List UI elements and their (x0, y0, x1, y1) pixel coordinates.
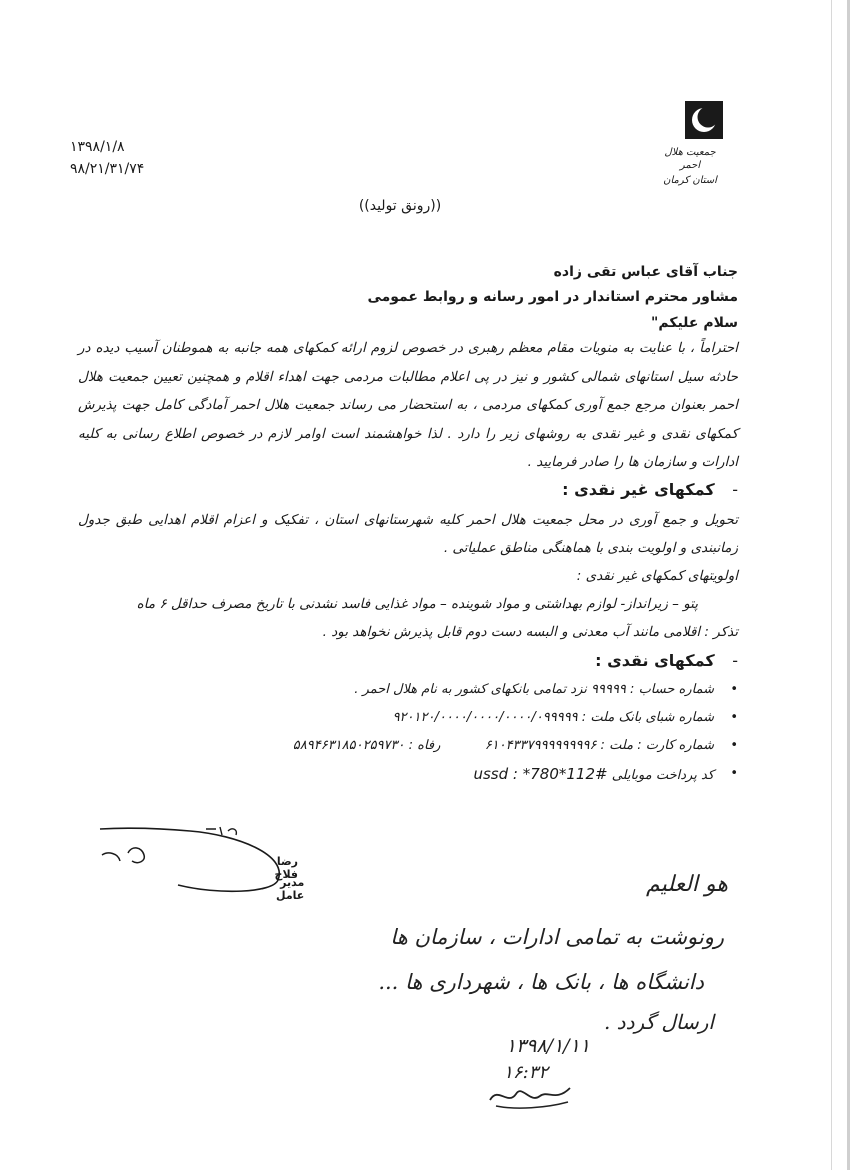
signature-block (98, 825, 305, 902)
noncash-priorities-title: اولویتهای کمکهای غیر نقدی : (576, 568, 738, 584)
noncash-body: تحویل و جمع آوری در محل جمعیت هلال احمر کلیه شهرستانهای استان ، تفکیک و اعزام اقلام اهدایی طبق جدول زمانبندی و اولویت بندی با هماهنگی مناطق عملیاتی . (78, 512, 738, 556)
intro-paragraph: احتراماً ، با عنایت به منویات مقام معظم رهبری در خصوص لزوم ارائه کمکهای همه جانبه به هموطنان آسیب دیده در حادثه سیل استانهای شمالی کشور و نیز در پی اعلام مطالبات مردمی جهت اهداء اقلام و همچنین تعیین جمعیت هلال احمر بعنوان مرجع جمع آوری کمکهای مردمی ، به استحضار می رساند جمعیت هلال احمر آمادگی کامل جهت پذیرش کمکهای نقدی و غیر نقدی به روشهای زیر را دارد . لذا خواهشمند است اوامر لازم در خصوص اطلاع رسانی به کلیه ادارات و سازمان ها را صادر فرمایید . (78, 340, 738, 470)
logo-caption-line1: جمعیت هلال احمر (664, 147, 716, 171)
card-refah: رفاه : ۵۸۹۴۶۳۱۸۵۰۲۵۹۷۳۰ (292, 738, 441, 753)
slogan: ((رونق تولید)) (358, 198, 442, 214)
signatory-name: رضا فلاح (274, 855, 298, 881)
heading-text: کمکهای غیر نقدی : (562, 480, 715, 499)
handwritten-time: ۱۶:۳۲ (503, 1062, 548, 1083)
list-item (118, 760, 738, 790)
card-mellat: شماره کارت : ملت : ۶۱۰۴۳۳۷۹۹۹۹۹۹۹۹۶ (484, 738, 714, 753)
sheba-number: شماره شبای بانک ملت : ۹۲۰۱۲۰/۰۰۰۰/۰۰۰۰/۰۰۰۰/۰۹۹۹۹۹ (392, 710, 714, 725)
handwritten-line: ارسال گردد . (603, 1010, 714, 1034)
heading-dash: - (732, 480, 738, 499)
noncash-section (78, 506, 738, 646)
bullet: • (730, 682, 738, 697)
addressee-name: جناب آقای عباس تقی زاده (553, 264, 738, 280)
ussd-code: ussd : *780*112# (473, 765, 608, 783)
signatory-title: مدیر عامل (276, 876, 305, 902)
noncash-note: تذکر : اقلامی مانند آب معدنی و البسه دست دوم قابل پذیرش نخواهد بود . (322, 624, 738, 640)
letterhead-logo (660, 100, 740, 187)
addressee-title: مشاور محترم استاندار در امور رسانه و روابط عمومی (367, 289, 738, 305)
account-number: شماره حساب : ۹۹۹۹۹ نزد تمامی بانکهای کشور به نام هلال احمر . (354, 682, 714, 697)
bullet: • (730, 738, 738, 753)
handwritten-heading: هو العلیم (646, 872, 728, 897)
handwritten-signature (486, 1076, 576, 1112)
section-heading-cash (595, 651, 738, 670)
red-crescent-icon (684, 100, 724, 140)
handwritten-line: دانشگاه ها ، بانک ها ، شهرداری ها ... (378, 970, 704, 994)
logo-caption-line2: استان کرمان (663, 175, 717, 186)
handwritten-date: ۱۳۹۸/۱/۱۱ (505, 1035, 590, 1057)
letter-date: ۱۳۹۸/۱/۸ (70, 139, 125, 155)
heading-text: کمکهای نقدی : (595, 651, 715, 670)
page-edge-line (831, 0, 832, 1170)
list-item (118, 676, 738, 704)
cash-methods-list (118, 676, 738, 790)
handwritten-line: رونوشت به تمامی ادارات ، سازمان ها (390, 925, 724, 949)
bullet: • (730, 710, 738, 725)
section-heading-noncash (562, 480, 738, 499)
addressee (78, 260, 738, 310)
list-item (118, 732, 738, 760)
noncash-priorities: پتو – زیرانداز- لوازم بهداشتی و مواد شوینده – مواد غذایی فاسد نشدنی با تاریخ مصرف حداقل ۶ ماه (136, 596, 698, 612)
letter-meta (70, 136, 180, 180)
list-item (118, 704, 738, 732)
ussd-label: کد پرداخت موبایلی (611, 768, 714, 783)
greeting: سلام علیکم" (651, 315, 738, 331)
heading-dash: - (732, 651, 738, 670)
bullet: • (730, 766, 738, 781)
letter-number: ۹۸/۲۱/۳۱/۷۴ (70, 161, 145, 177)
